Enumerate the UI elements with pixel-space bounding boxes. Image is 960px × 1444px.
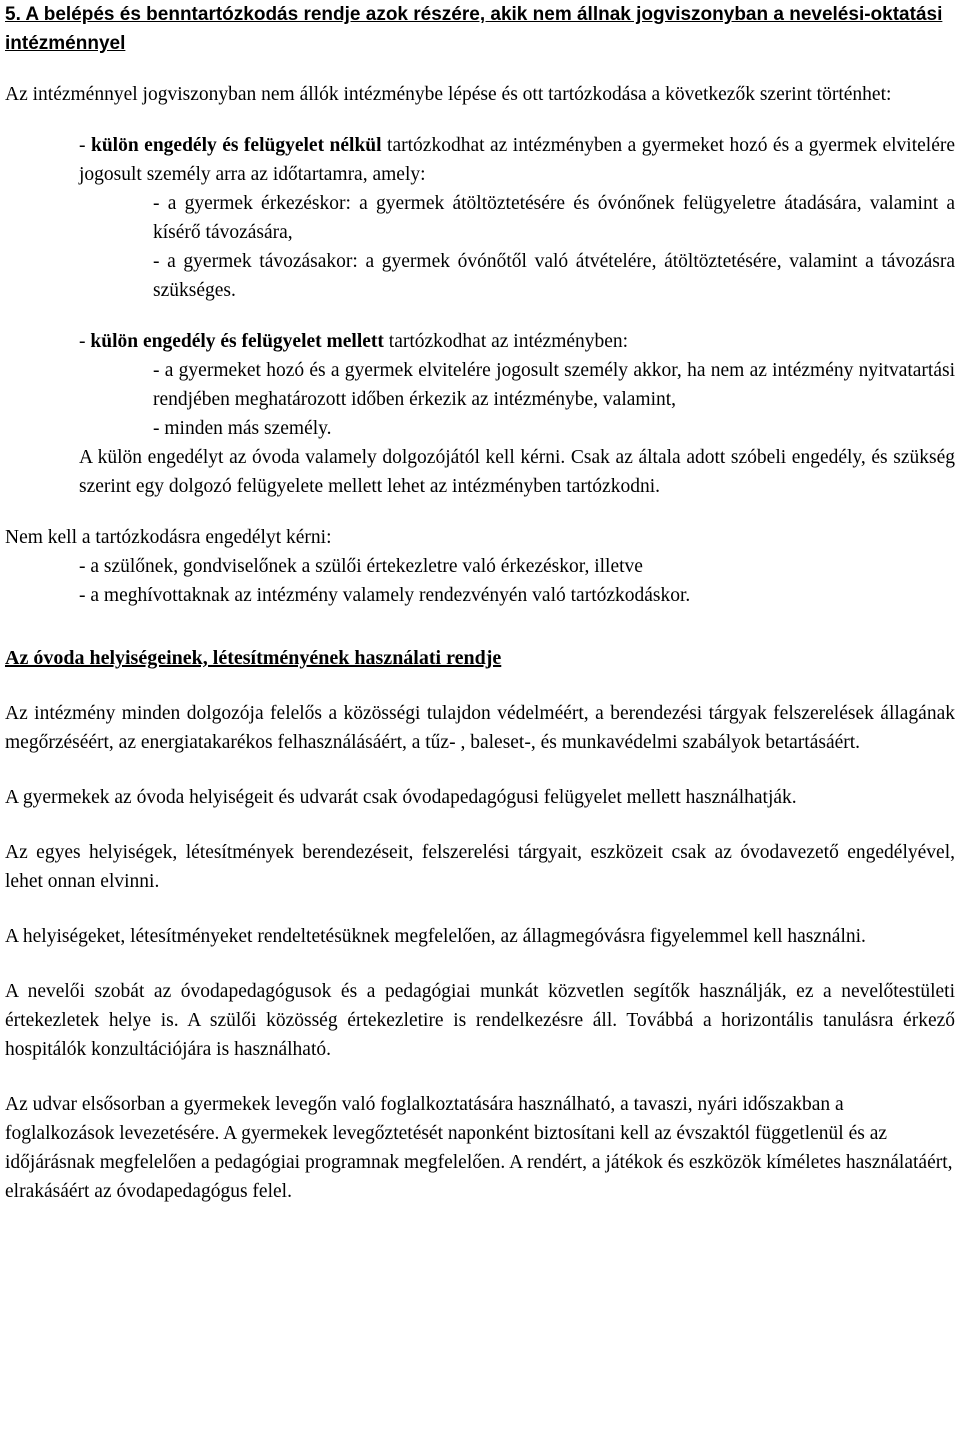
item-prefix: - (79, 331, 91, 352)
sub-item-other-person: - minden más személy. (153, 418, 332, 439)
rule-item-without-supervision (79, 131, 955, 305)
sub-item-arrival: - a gyermek érkezéskor: a gyermek átöltöztetésére és óvónőnek felügyeletre átadására, valamint a kísérő távozására, (153, 193, 955, 243)
no-permission-block (5, 523, 955, 610)
rule-item-text (79, 131, 955, 189)
no-permission-parents: - a szülőnek, gondviselőnek a szülői értekezletre való érkezéskor, illetve (79, 556, 643, 577)
no-permission-guests: - a meghívottaknak az intézmény valamely rendezvényén való tartózkodáskor. (79, 585, 691, 606)
no-permission-title: Nem kell a tartózkodásra engedélyt kérni: (5, 527, 332, 548)
rule-item-text (79, 327, 955, 356)
rule-item-with-supervision (79, 327, 955, 501)
rooms-usage-heading: Az óvoda helyiségeinek, létesítményének használati rendje (5, 647, 502, 669)
sub-item-late-arrival: - a gyermeket hozó és a gyermek elvitelére jogosult személy akkor, ha nem az intézmény nyitvatartási rendjében meghatározott időben érkezik az intézménybe, valamint, (153, 360, 955, 410)
rooms-paragraph: A gyermekek az óvoda helyiségeit és udvarát csak óvodapedagógusi felügyelet mellett használhatják. (5, 787, 797, 808)
intro-paragraph: Az intézménnyel jogviszonyban nem állók intézménybe lépése és ott tartózkodása a következők szerint történhet: (5, 84, 892, 105)
rooms-paragraph: A helyiségeket, létesítményeket rendeltetésüknek megfelelően, az állagmegóvásra figyelemmel kell használni. (5, 926, 866, 947)
rooms-paragraph: A nevelői szobát az óvodapedagógusok és a pedagógiai munkát közvetlen segítők használják, ez a nevelőtestületi értekezletek helye is. A szülői közösség értekezletire is rendelkezésre áll. Továbbá a horizontális tanulásra érkező hospitálók konzultációjára is használható. (5, 981, 955, 1060)
permission-note: A külön engedélyt az óvoda valamely dolgozójától kell kérni. Csak az általa adott szóbeli engedély, és szükség szerint egy dolgozó felügyelete mellett lehet az intézményben tartózkodni. (79, 447, 955, 497)
rooms-paragraph: Az intézmény minden dolgozója felelős a közösségi tulajdon védelméért, a berendezési tárgyak felszerelések állagának megőrzéséért, az energiatakarékos felhasználásáért, a tűz- , baleset-, és munkavédelmi szabályok betartásáért. (5, 703, 955, 753)
sub-item-departure: - a gyermek távozásakor: a gyermek óvónőtől való átvételére, átöltöztetésére, valamint a távozásra szükséges. (153, 251, 955, 301)
rooms-paragraph: Az udvar elsősorban a gyermekek levegőn való foglalkoztatására használható, a tavaszi, nyári időszakban a foglalkozások levezetésére. A gyermekek levegőztetését naponként biztosítani kell az évszaktól függetlenül és az időjárásnak megfelelően a pedagógiai programnak megfelelően. A rendért, a játékok és eszközök kíméletes használatáért, elrakásáért az óvodapedagógus felel. (5, 1094, 953, 1202)
item-prefix: - (79, 135, 91, 156)
item-text: tartózkodhat az intézményben a gyermeket hozó és a gyermek elvitelére jogosult személy arra az időtartamra, amely: (79, 135, 956, 185)
item-text: tartózkodhat az intézményben: (383, 331, 629, 352)
section-heading: 5. A belépés és benntartózkodás rendje azok részére, akik nem állnak jogviszonyban a nevelési-oktatási intézménnyel (5, 4, 943, 54)
document-page (5, 0, 955, 1206)
rooms-paragraph: Az egyes helyiségek, létesítmények berendezéseit, felszerelési tárgyait, eszközeit csak az óvodavezető engedélyével, lehet onnan elvinni. (5, 842, 955, 892)
item-bold-label: külön engedély és felügyelet mellett (90, 331, 384, 352)
item-bold-label: külön engedély és felügyelet nélkül (90, 135, 382, 156)
